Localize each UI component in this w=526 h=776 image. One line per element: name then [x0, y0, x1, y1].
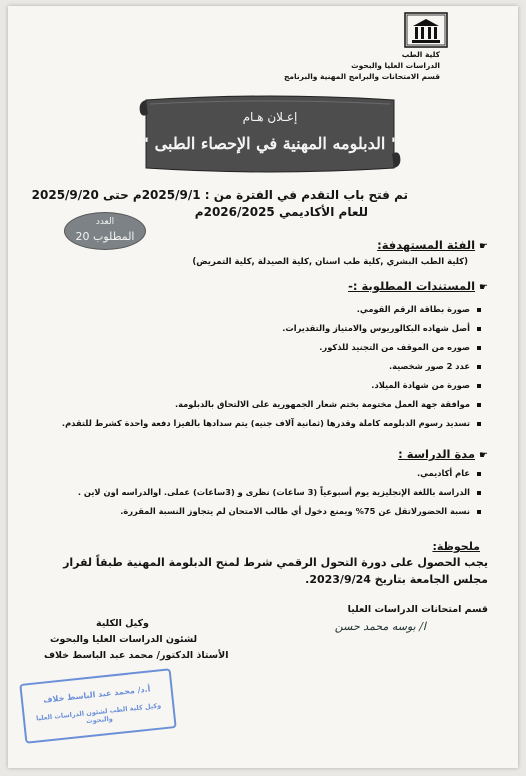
target-text: (كلية الطب البشري ,كلية طب اسنان ,كلية الصيدلة ,كلية التمريض) — [192, 257, 468, 267]
duration-list — [78, 468, 482, 516]
note-text: يجب الحصول على دورة التحول الرقمي شرط لمنح الدبلومة المهنية طبقاً لقرار مجلس الجامعة بتاريخ 2023/9/24. — [63, 556, 488, 586]
announcement-year: للعام الأكاديمي 2026/2025م — [194, 205, 368, 219]
list-item: عدد 2 صور شخصية. — [62, 361, 482, 371]
list-item: تسديد رسوم الدبلومه كاملة وقدرها (ثمانية آلاف جنيه) يتم سدادها بالفيزا دفعة واحدة كشرط للتقدم. — [62, 418, 482, 428]
list-item: أصل شهاده البكالوريوس والامتياز والتقديرات. — [62, 323, 482, 333]
vice-dean-name: الأستاذ الدكتور/ محمد عبد الباسط خلاف — [44, 650, 229, 661]
university-logo-icon — [404, 12, 448, 48]
hand-pointer-icon: ☛ — [479, 282, 488, 293]
duration-section-title: ☛مدة الدراسة : — [398, 447, 488, 461]
list-item: موافقة جهة العمل مختومة بختم شعار الجمهورية على الالتحاق بالدبلومة. — [62, 399, 482, 409]
announcement-period: تم فتح باب التقدم في الفترة من : 2025/9/1م حتى 2025/9/20 — [31, 188, 408, 202]
document-page — [8, 6, 518, 768]
badge-value: المطلوب 20 — [75, 230, 135, 243]
target-section-title: ☛الفئة المستهدفة: — [377, 238, 488, 252]
required-count-badge — [64, 212, 146, 250]
stamp-name: أ.د/ محمد عبد الباسط خلاف — [42, 684, 151, 705]
stamp-title: وكيل كلية الطب لشئون الدراسات العليا والبحوث — [35, 701, 162, 726]
banner-title: " الدبلومه المهنية في الإحصاء الطبى " — [140, 134, 400, 153]
documents-list — [62, 304, 482, 428]
list-item: عام أكاديمي. — [78, 468, 482, 478]
badge-label: العدد — [95, 217, 115, 227]
header-department: الدراسات العليا والبحوث — [351, 61, 440, 70]
note-title: ملحوظة: — [432, 540, 480, 553]
list-item: صورة بطاقة الرقم القومي. — [62, 304, 482, 314]
hand-pointer-icon: ☛ — [479, 450, 488, 461]
list-item: الدراسة باللغة الإنجليزية يوم أسبوعياً (3 ساعات) نظرى و (3ساعات) عملى. اوالدراسه اون لاين . — [78, 487, 482, 497]
documents-section-title: ☛المستندات المطلوبة :- — [348, 279, 488, 293]
handwritten-signature: ا/ بوسه محمد حسن — [334, 620, 426, 633]
banner-subtitle: إعـلان هـام — [242, 110, 298, 124]
banner-text — [136, 92, 404, 176]
header-section: قسم الامتحانات والبرامج المهنية والبرنامج — [283, 72, 440, 81]
list-item: صورة من شهادة الميلاد. — [62, 380, 482, 390]
list-item: نسبة الحضورلاتقل عن 75% ويمنع دخول أي طالب الامتحان لم يتجاوز النسبة المقررة. — [78, 506, 482, 516]
exams-department-title: قسم امتحانات الدراسات العليا — [347, 604, 488, 615]
vice-dean-title: وكيل الكلية — [96, 618, 149, 629]
official-stamp — [19, 668, 176, 744]
header-college: كلية الطب — [401, 50, 440, 59]
list-item: صوره من الموقف من التجنيد للذكور. — [62, 342, 482, 352]
hand-pointer-icon: ☛ — [479, 241, 488, 252]
vice-dean-office: لشئون الدراسات العليا والبحوث — [50, 634, 198, 645]
